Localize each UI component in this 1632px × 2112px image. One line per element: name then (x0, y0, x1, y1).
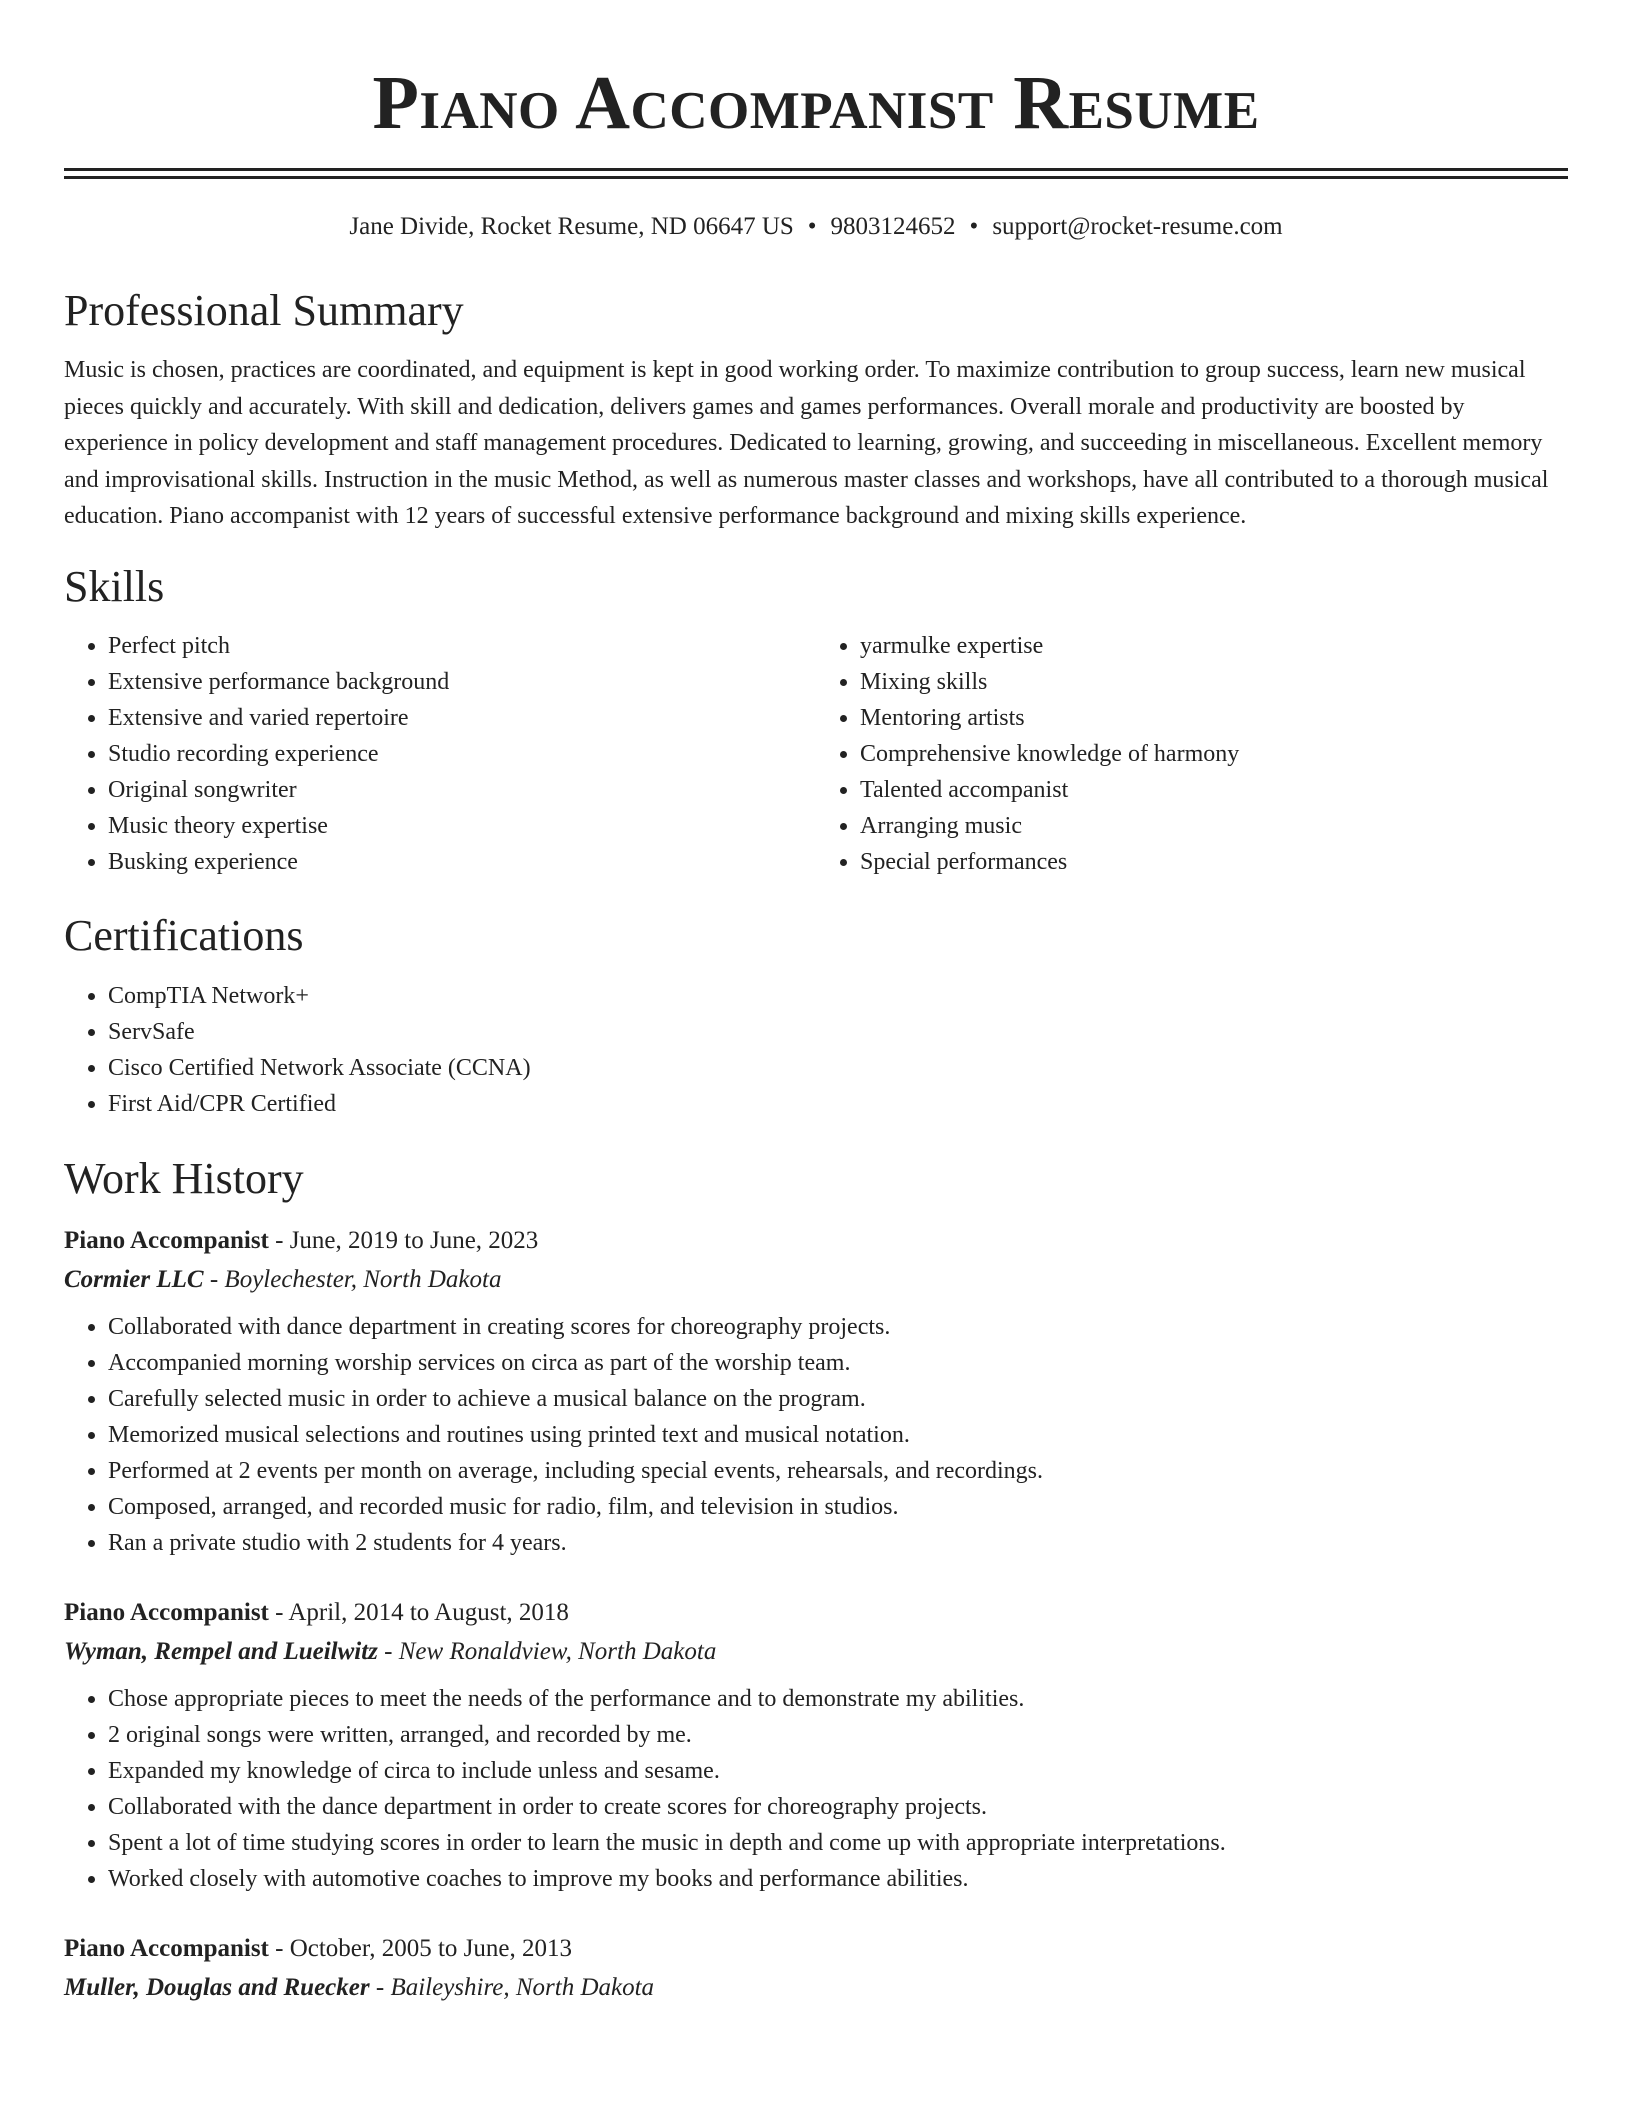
skill-item: • Mixing skills (860, 664, 1568, 700)
job-title-line: Piano Accompanist - April, 2014 to August, 2018 (64, 1598, 569, 1626)
job-role: Piano Accompanist (64, 1598, 269, 1626)
skills-list-right (816, 628, 1568, 880)
duty-item: • Collaborated with dance department in creating scores for choreography projects. (108, 1309, 1568, 1345)
section-heading: Certifications (64, 910, 304, 960)
duty-item: • Accompanied morning worship services on circa as part of the worship team. (108, 1345, 1568, 1381)
skill-item: • Extensive performance background (108, 664, 816, 700)
certification-item: • CompTIA Network+ (108, 978, 1568, 1014)
certification-item: • Cisco Certified Network Associate (CCNA) (108, 1050, 1568, 1086)
skill-item: • Comprehensive knowledge of harmony (860, 736, 1568, 772)
job-company: Cormier LLC (64, 1265, 204, 1293)
job-role: Piano Accompanist (64, 1934, 269, 1962)
job-location: Baileyshire, North Dakota (390, 1973, 655, 2001)
contact-separator: • (969, 213, 979, 240)
duty-item: • 2 original songs were written, arranged, and recorded by me. (108, 1717, 1568, 1753)
certification-item: • ServSafe (108, 1014, 1568, 1050)
duty-item: • Collaborated with the dance department in order to create scores for choreography projects. (108, 1789, 1568, 1825)
contact-address: Jane Divide, Rocket Resume, ND 06647 US (349, 213, 794, 240)
skill-item: • Special performances (860, 844, 1568, 880)
job-location: Boylechester, North Dakota (224, 1265, 502, 1293)
job-duties-list (64, 1681, 1568, 1897)
duty-item: • Memorized musical selections and routines using printed text and musical notation. (108, 1417, 1568, 1453)
certification-item: • First Aid/CPR Certified (108, 1086, 1568, 1122)
job-dates: April, 2014 to August, 2018 (288, 1598, 569, 1626)
skill-item: • Original songwriter (108, 772, 816, 808)
duty-item: • Chose appropriate pieces to meet the needs of the performance and to demonstrate my abilities. (108, 1681, 1568, 1717)
duty-item: • Worked closely with automotive coaches to improve my books and performance abilities. (108, 1861, 1568, 1897)
job-entry (64, 1929, 1568, 2007)
skill-item: • Studio recording experience (108, 736, 816, 772)
job-company-line: Cormier LLC - Boylechester, North Dakota (64, 1265, 502, 1293)
duty-item: • Composed, arranged, and recorded music for radio, film, and television in studios. (108, 1489, 1568, 1525)
contact-separator: • (807, 213, 817, 240)
title-double-rule (64, 168, 1568, 179)
duty-item: • Carefully selected music in order to achieve a musical balance on the program. (108, 1381, 1568, 1417)
job-company-line: Wyman, Rempel and Lueilwitz - New Ronaldview, North Dakota (64, 1637, 717, 1665)
section-heading: Work History (64, 1153, 304, 1203)
skill-item: • Talented accompanist (860, 772, 1568, 808)
professional-summary-section (64, 284, 1568, 535)
job-title-line: Piano Accompanist - June, 2019 to June, 2023 (64, 1226, 539, 1254)
certifications-section (64, 909, 1568, 1122)
section-heading: Skills (64, 561, 165, 611)
skills-section (64, 560, 1568, 880)
skill-item: • Extensive and varied repertoire (108, 700, 816, 736)
job-dates: June, 2019 to June, 2023 (289, 1226, 539, 1254)
job-entry (64, 1593, 1568, 1897)
job-company: Wyman, Rempel and Lueilwitz (64, 1637, 378, 1665)
duty-item: • Expanded my knowledge of circa to include unless and sesame. (108, 1753, 1568, 1789)
contact-email: support@rocket-resume.com (992, 213, 1283, 240)
duty-item: • Ran a private studio with 2 students for 4 years. (108, 1525, 1568, 1561)
skill-item: • yarmulke expertise (860, 628, 1568, 664)
contact-phone: 9803124652 (830, 213, 956, 240)
certifications-list (64, 978, 1568, 1122)
skill-item: • Music theory expertise (108, 808, 816, 844)
section-heading: Professional Summary (64, 286, 464, 335)
job-title-line: Piano Accompanist - October, 2005 to June, 2013 (64, 1934, 572, 1962)
summary-text: Music is chosen, practices are coordinated, and equipment is kept in good working order. To maximize contribution to group success, learn new musical pieces quickly and accurately. With skill and dedication, delivers games and games performances. Overall morale and productivity are boosted by experience in policy development and staff management procedures. Dedicated to learning, growing, and succeeding in miscellaneous. Excellent memory and improvisational skills. Instruction in the music Method, as well as numerous master classes and workshops, have all contributed to a thorough musical education. Piano accompanist with 12 years of successful extensive performance background and mixing skills experience. (64, 357, 1549, 530)
job-dates: October, 2005 to June, 2013 (289, 1934, 572, 1962)
skills-columns (64, 628, 1568, 880)
resume-title: Piano Accompanist Resume (372, 61, 1260, 145)
job-entry (64, 1221, 1568, 1561)
job-duties-list (64, 1309, 1568, 1561)
contact-line (64, 211, 1568, 243)
duty-item: • Performed at 2 events per month on average, including special events, rehearsals, and recordings. (108, 1453, 1568, 1489)
duty-item: • Spent a lot of time studying scores in order to learn the music in depth and come up with appropriate interpretations. (108, 1825, 1568, 1861)
skills-list-left (64, 628, 816, 880)
skill-item: • Mentoring artists (860, 700, 1568, 736)
work-history-section (64, 1152, 1568, 2007)
job-company: Muller, Douglas and Ruecker (64, 1973, 370, 2001)
skill-item: • Perfect pitch (108, 628, 816, 664)
skill-item: • Arranging music (860, 808, 1568, 844)
job-role: Piano Accompanist (64, 1226, 269, 1254)
job-location: New Ronaldview, North Dakota (398, 1637, 717, 1665)
skill-item: • Busking experience (108, 844, 816, 880)
job-company-line: Muller, Douglas and Ruecker - Baileyshire, North Dakota (64, 1973, 655, 2001)
